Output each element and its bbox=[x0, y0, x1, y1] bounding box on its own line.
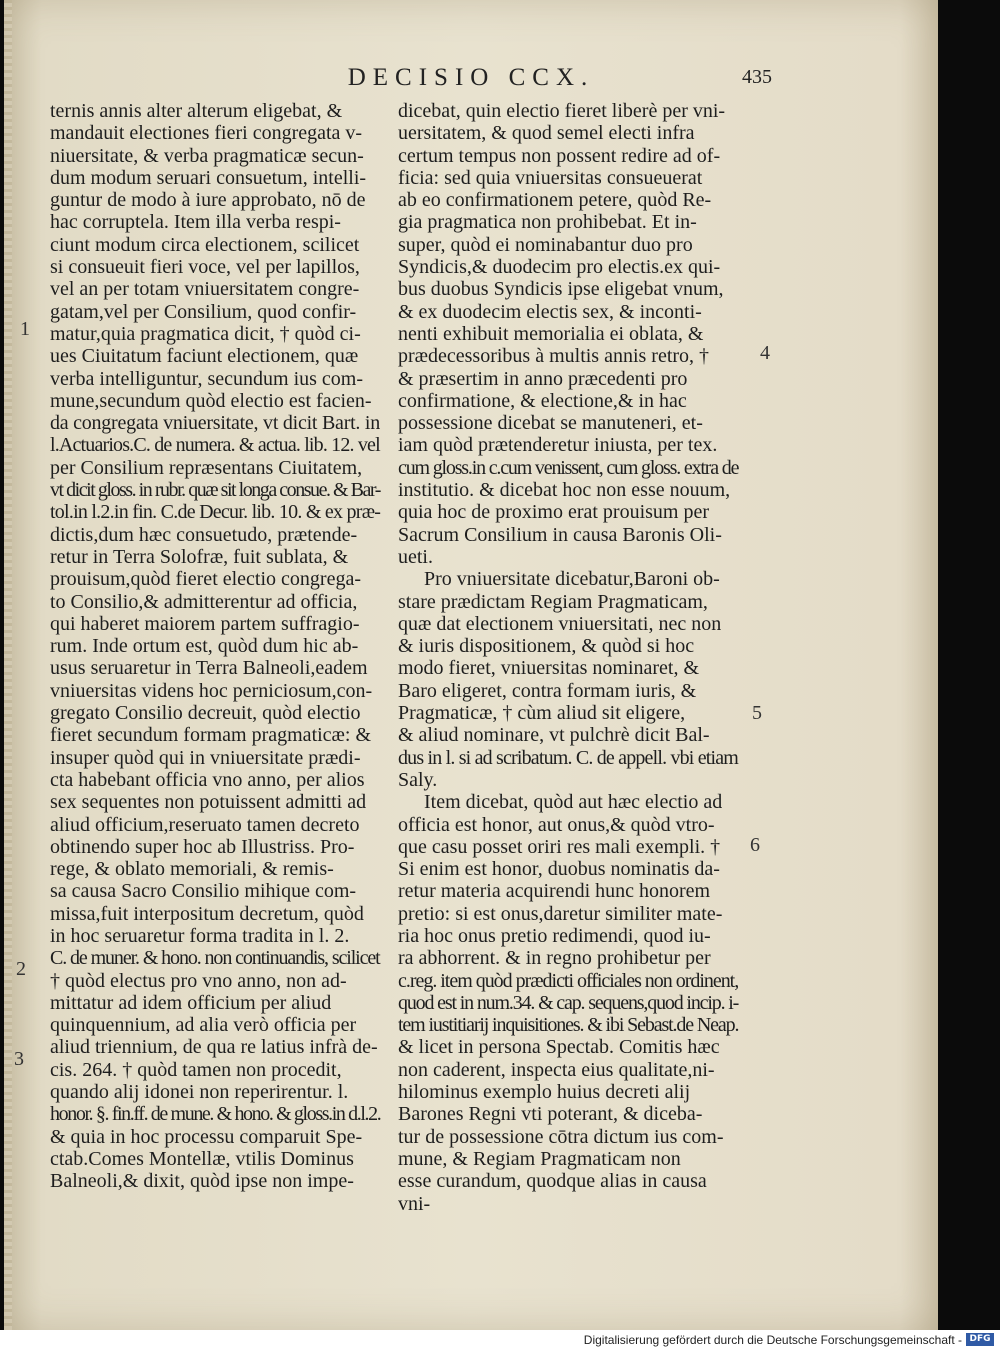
text-line: Si enim est honor, duobus nominatis da- bbox=[398, 858, 720, 881]
text-line: quia hoc de proximo erat prouisum per bbox=[398, 501, 710, 524]
text-line: esse curandum, quodque alias in causa bbox=[398, 1170, 707, 1193]
page-number: 435 bbox=[742, 66, 772, 88]
text-line: ciunt modum circa electionem, scilicet bbox=[50, 233, 360, 256]
text-line: quæ dat electionem vniuersitati, nec non bbox=[398, 612, 722, 635]
text-line: cta habebant officia vno anno, per alios bbox=[50, 768, 365, 791]
text-line: retur in Terra Solofræ, fuit sublata, & bbox=[50, 545, 349, 568]
margin-number: 5 bbox=[752, 702, 762, 724]
text-line: guntur de modo à iure approbato, nō de bbox=[50, 189, 366, 212]
text-line: c.reg. item quòd prædicti officiales non ordinent, bbox=[398, 969, 739, 992]
text-line: super, quòd ei nominabantur duo pro bbox=[398, 233, 693, 256]
text-line: mandauit electiones fieri congregata v- bbox=[50, 122, 363, 145]
text-line: mittatur ad idem officium per aliud bbox=[50, 991, 332, 1014]
text-line: retur materia acquirendi hunc honorem bbox=[398, 880, 711, 903]
text-line: officia est honor, aut onus,& quòd vtro- bbox=[398, 813, 715, 836]
text-line: obtinendo super hoc ab Illustriss. Pro- bbox=[50, 835, 355, 858]
text-line: qui haberet maiorem partem suffragio- bbox=[50, 612, 360, 635]
text-line: hilominus exemplo huius decreti alij bbox=[398, 1081, 691, 1104]
text-line: stare prædictam Regiam Pragmaticam, bbox=[398, 590, 708, 613]
text-line: rege, & oblato memoriali, & remis- bbox=[50, 858, 334, 881]
text-line: cis. 264. † quòd tamen non procedit, bbox=[50, 1058, 342, 1081]
text-line: vel an per totam vniuersitatem congre- bbox=[50, 278, 360, 301]
text-line: in hoc seruaretur forma tradita in l. 2. bbox=[50, 924, 350, 947]
text-line: dicebat, quin electio fieret liberè per vni- bbox=[398, 100, 726, 122]
text-line: & præsertim in anno præcedenti pro bbox=[398, 367, 688, 390]
text-line: sex sequentes non potuissent admitti ad bbox=[50, 791, 367, 814]
text-line: quod est in num.34. & cap. sequens,quod incip. i- bbox=[398, 991, 739, 1014]
text-line: matur,quia pragmatica dicit, † quòd ci- bbox=[50, 322, 361, 345]
text-line: rum. Inde ortum est, quòd dum hic ab- bbox=[50, 635, 359, 658]
binding-edge bbox=[4, 0, 12, 1330]
margin-number: 3 bbox=[14, 1048, 24, 1070]
text-line: Sacrum Consilium in causa Baronis Oli- bbox=[398, 523, 722, 546]
margin-number: 4 bbox=[760, 342, 770, 364]
text-line: & iuris dispositionem, & quòd si hoc bbox=[398, 635, 695, 658]
text-line: quinquennium, ad alia verò officia per bbox=[50, 1014, 357, 1037]
text-line: da congregata vniuersitate, vt dicit Bart. in bbox=[50, 412, 380, 435]
text-line: l.Actuarios.C. de numera. & actua. lib. 12. vel bbox=[50, 434, 380, 457]
text-line: & ex duodecim electis sex, & inconti- bbox=[398, 300, 702, 323]
text-line: modo fieret, vniuersitas nominaret, & bbox=[398, 657, 700, 680]
text-line: nenti exhibuit memorialia ei oblata, & bbox=[398, 322, 704, 345]
text-line: ab eo confirmationem petere, quòd Re- bbox=[398, 189, 712, 212]
text-line: Balneoli,& dixit, quòd ipse non impe- bbox=[50, 1170, 354, 1193]
text-line: vniuersitas videns hoc perniciosum,con- bbox=[50, 679, 373, 702]
text-line: certum tempus non possent redire ad of- bbox=[398, 144, 721, 167]
text-line: non caderent, inspecta eius qualitate,ni- bbox=[398, 1058, 715, 1081]
text-line: dus in l. si ad scribatum. C. de appell. vbi etiam bbox=[398, 746, 739, 769]
text-line: si consueuit fieri voce, vel per lapillos, bbox=[50, 256, 360, 279]
text-line: bus duobus Syndicis ipse eligebat vnum, bbox=[398, 278, 724, 301]
text-line: ficia: sed quia vniuersitas consueuerat bbox=[398, 166, 703, 189]
text-line: dictis,dum hæc consuetudo, prætende- bbox=[50, 523, 358, 546]
text-line: dum modum seruari consuetum, intelli- bbox=[50, 166, 367, 189]
margin-number: 1 bbox=[20, 318, 30, 340]
text-line: verba intelliguntur, secundum ius com- bbox=[50, 367, 364, 390]
text-line: insuper quòd qui in vniuersitate prædi- bbox=[50, 746, 361, 769]
right-text-column bbox=[398, 100, 738, 1215]
text-line: usus seruaretur in Terra Balneoli,eadem bbox=[50, 657, 368, 680]
text-line: prouisum,quòd fieret electio congrega- bbox=[50, 568, 361, 591]
text-line: uersitatem, & quod semel electi infra bbox=[398, 122, 695, 145]
text-line: † quòd electus pro vno anno, non ad- bbox=[50, 969, 347, 992]
text-line: Baro eligeret, contra formam iuris, & bbox=[398, 679, 697, 702]
text-line: gia pragmatica non prohibebat. Et in- bbox=[398, 211, 697, 234]
text-line: confirmatione, & electione,& in hac bbox=[398, 389, 687, 412]
dfg-logo: DFG bbox=[966, 1333, 994, 1346]
text-line: C. de muner. & hono. non continuandis, scilicet bbox=[50, 947, 380, 970]
running-header: DECISIO CCX. bbox=[347, 64, 595, 91]
text-line: Pro vniuersitate dicebatur,Baroni ob- bbox=[424, 568, 720, 591]
text-line: Pragmaticæ, † cùm aliud sit eligere, bbox=[398, 702, 686, 725]
text-line: iam quòd prætenderetur iniusta, per tex. bbox=[398, 434, 718, 457]
funding-notice: Digitalisierung gefördert durch die Deutsche Forschungsgemeinschaft - bbox=[583, 1333, 962, 1347]
text-line: vt dicit gloss. in rubr. quæ sit longa consue. & Bar- bbox=[50, 479, 380, 502]
text-line: ues Ciuitatum faciunt electionem, quæ bbox=[50, 345, 359, 368]
text-line: mune, & Regiam Pragmaticam non bbox=[398, 1147, 681, 1170]
text-line: Syndicis,& duodecim pro electis.ex qui- bbox=[398, 256, 721, 279]
text-line: Barones Regni vti poterant, & diceba- bbox=[398, 1103, 703, 1126]
text-line: missa,fuit interpositum decretum, quòd bbox=[50, 902, 364, 925]
text-line: to Consilio,& admitterentur ad officia, bbox=[50, 590, 358, 613]
text-line: mune,secundum quòd electio est facien- bbox=[50, 389, 372, 412]
text-line: tur de possessione cōtra dictum ius com- bbox=[398, 1125, 724, 1148]
text-line: institutio. & dicebat hoc non esse nouum, bbox=[398, 479, 731, 502]
text-line: ria hoc onus pretio redimendi, quod iu- bbox=[398, 924, 711, 947]
left-text-column bbox=[50, 100, 380, 1193]
text-line: possessione dicebat se manuteneri, et- bbox=[398, 412, 703, 435]
text-line: & quia in hoc processu comparuit Spe- bbox=[50, 1125, 363, 1148]
text-line: cum gloss.in c.cum venissent, cum gloss. extra de bbox=[398, 456, 739, 479]
text-line: tol.in l.2.in fin. C.de Decur. lib. 10. & ex præ- bbox=[50, 501, 381, 524]
text-line: hac corruptela. Item illa verba respi- bbox=[50, 211, 341, 234]
text-line: que casu posset oriri res mali exempli. † bbox=[398, 835, 721, 858]
text-line: tem iustitiarij inquisitiones. & ibi Sebast.de Neap. bbox=[398, 1014, 739, 1037]
text-line: Item dicebat, quòd aut hæc electio ad bbox=[424, 791, 723, 814]
text-line: gregato Consilio decreuit, quòd electio bbox=[50, 702, 361, 725]
text-line: ra abhorrent. & in regno prohibetur per bbox=[398, 947, 711, 970]
margin-number: 2 bbox=[16, 958, 26, 980]
text-line: ueti. bbox=[398, 545, 433, 568]
text-line: pretio: si est onus,daretur similiter mate- bbox=[398, 902, 723, 925]
text-line: aliud officium,reseruato tamen decreto bbox=[50, 813, 360, 836]
text-line: vni- bbox=[398, 1192, 431, 1215]
text-line: sa causa Sacro Consilio mihique com- bbox=[50, 880, 357, 903]
text-line: quando alij idonei non reperirentur. l. bbox=[50, 1081, 349, 1104]
text-line: fieret secundum formam pragmaticæ: & bbox=[50, 724, 372, 747]
text-line: honor. §. fin.ff. de mune. & hono. & gloss.in d.l.2. bbox=[50, 1103, 381, 1126]
text-line: gatam,vel per Consilium, quod confir- bbox=[50, 300, 357, 323]
text-line: Saly. bbox=[398, 768, 438, 791]
book-page bbox=[4, 0, 938, 1330]
text-line: ctab.Comes Montellæ, vtilis Dominus bbox=[50, 1147, 354, 1170]
text-line: niuersitate, & verba pragmaticæ secun- bbox=[50, 144, 364, 167]
text-line: & aliud nominare, vt pulchrè dicit Bal- bbox=[398, 724, 710, 747]
text-line: prædecessoribus à multis annis retro, † bbox=[398, 345, 710, 368]
text-line: per Consilium repræsentans Ciuitatem, bbox=[50, 456, 363, 479]
scan-background bbox=[938, 0, 1000, 1330]
text-line: & licet in persona Spectab. Comitis hæc bbox=[398, 1036, 720, 1059]
text-line: ternis annis alter alterum eligebat, & bbox=[50, 100, 343, 122]
margin-number: 6 bbox=[750, 834, 760, 856]
footer-bar bbox=[0, 1330, 1000, 1350]
text-line: aliud triennium, de qua re latius infrà de- bbox=[50, 1036, 378, 1059]
